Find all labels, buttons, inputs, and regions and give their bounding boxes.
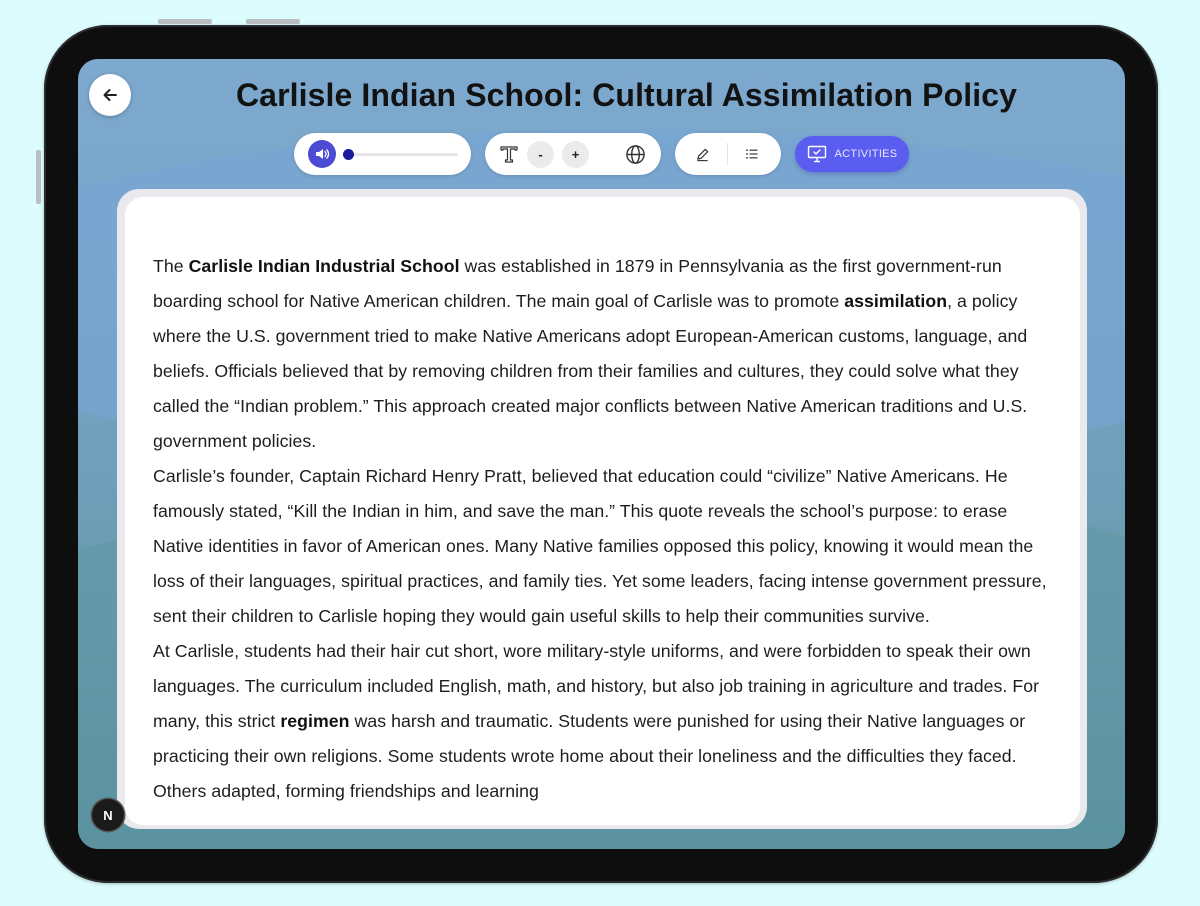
device-side-button [36, 150, 41, 204]
article-paragraph [153, 634, 1058, 809]
article-paragraph [153, 249, 1058, 459]
monitor-icon [807, 145, 827, 163]
back-button[interactable] [89, 74, 131, 116]
text-run: The [153, 256, 189, 276]
reading-tools [675, 133, 781, 175]
reading-card[interactable] [125, 197, 1080, 825]
key-term: Carlisle Indian Industrial School [188, 256, 460, 276]
n-logo-badge[interactable]: N [92, 799, 124, 831]
audio-player [294, 133, 471, 175]
page-title: Carlisle Indian School: Cultural Assimilation Policy [235, 77, 1018, 113]
activities-label: ACTIVITIES [834, 148, 898, 160]
increase-text-button[interactable]: + [562, 141, 589, 168]
activities-button[interactable] [795, 136, 909, 172]
text-size-icon[interactable] [497, 142, 521, 166]
audio-play-button[interactable] [308, 140, 336, 168]
key-term: regimen [280, 711, 350, 731]
text-run: was established in 1879 in Pennsylvania as the first government-run boarding school for Native American children. The main goal of Carlisle was to promote [153, 256, 1002, 311]
speaker-icon [314, 146, 330, 162]
device-top-button-2 [246, 19, 300, 24]
pencil-icon[interactable] [693, 145, 711, 163]
list-icon[interactable] [743, 145, 761, 163]
arrow-left-icon [101, 86, 119, 104]
text-run: , a policy where the U.S. government tried to make Native Americans adopt European-American customs, language, and beliefs. Officials believed that by removing children from their families and cultures, they could solve what they called the “Indian problem.” This approach created major conflicts between Native American traditions and U.S. government policies. [153, 291, 1028, 451]
divider [727, 143, 728, 165]
device-top-button-1 [158, 19, 212, 24]
globe-icon[interactable] [623, 142, 647, 166]
text-run: was harsh and traumatic. Students were punished for using their Native languages or practicing their own religions. Some students wrote home about their loneliness and the difficulties they faced. Others adapted, forming friendships and learning [153, 711, 1026, 801]
text-controls [485, 133, 661, 175]
text-run: At Carlisle, students had their hair cut short, wore military-style uniforms, and were forbidden to speak their own languages. The curriculum included English, math, and history, but also job training in agriculture and trades. For many, this strict [153, 641, 1040, 731]
key-term: assimilation [844, 291, 948, 311]
tablet-screen [78, 59, 1125, 849]
decrease-text-button[interactable]: - [527, 141, 554, 168]
audio-progress-track[interactable] [346, 153, 458, 156]
article-paragraph [153, 459, 1058, 634]
article-text [153, 249, 1058, 809]
text-run: Carlisle’s founder, Captain Richard Henry Pratt, believed that education could “civilize” Native Americans. He famously stated, “Kill the Indian in him, and save the man.” This quote reveals the school’s purpose: to erase Native identities in favor of American ones. Many Native families opposed this policy, knowing it would mean the loss of their languages, spiritual practices, and family ties. Yet some leaders, facing intense government pressure, sent their children to Carlisle hoping they would gain useful skills to help their communities survive. [153, 466, 1047, 626]
audio-progress-thumb[interactable] [343, 149, 354, 160]
